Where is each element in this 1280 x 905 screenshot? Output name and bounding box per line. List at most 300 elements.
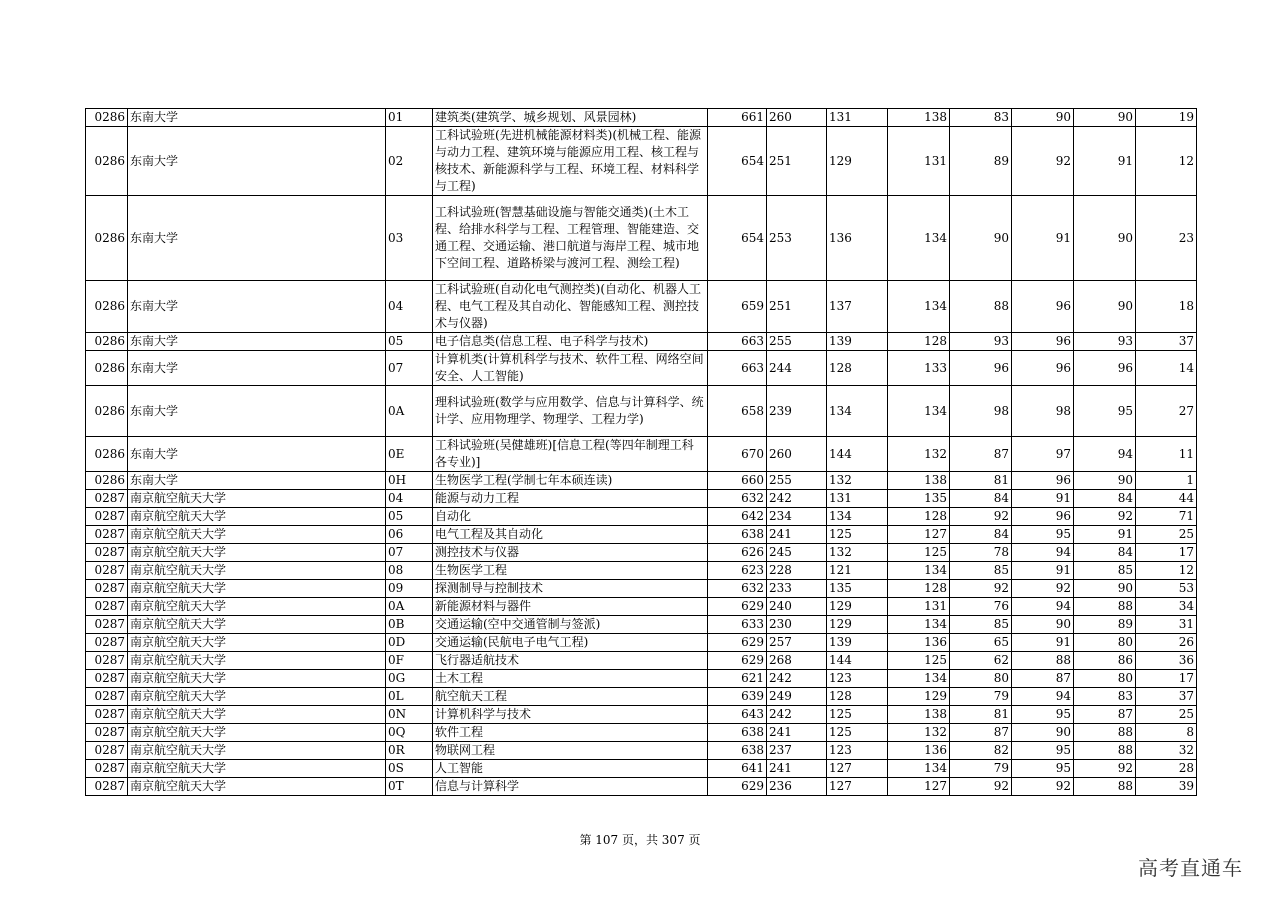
school-name-cell: 南京航空航天大学: [128, 562, 386, 580]
school-name-cell: 南京航空航天大学: [128, 670, 386, 688]
major-name-cell: 生物医学工程(学制七年本硕连读): [433, 472, 708, 490]
score-5-cell: 87: [1012, 670, 1074, 688]
score-6-cell: 89: [1074, 616, 1136, 634]
score-1-cell: 233: [767, 580, 827, 598]
score-3-cell: 128: [888, 508, 950, 526]
score-5-cell: 96: [1012, 281, 1074, 333]
school-code-cell: 0286: [86, 196, 128, 281]
total-score-cell: 638: [708, 526, 767, 544]
score-1-cell: 244: [767, 351, 827, 386]
school-code-cell: 0287: [86, 724, 128, 742]
table-row: [86, 778, 1197, 796]
major-name-cell: 自动化: [433, 508, 708, 526]
school-code-cell: 0286: [86, 127, 128, 196]
rank-cell: 18: [1136, 281, 1197, 333]
score-4-cell: 85: [950, 562, 1012, 580]
rank-cell: 23: [1136, 196, 1197, 281]
school-name-cell: 南京航空航天大学: [128, 544, 386, 562]
major-code-cell: 0B: [386, 616, 433, 634]
score-5-cell: 94: [1012, 688, 1074, 706]
score-6-cell: 83: [1074, 688, 1136, 706]
score-1-cell: 236: [767, 778, 827, 796]
school-code-cell: 0287: [86, 544, 128, 562]
score-2-cell: 136: [827, 196, 888, 281]
score-1-cell: 242: [767, 670, 827, 688]
total-score-cell: 661: [708, 109, 767, 127]
major-code-cell: 0L: [386, 688, 433, 706]
table-row: [86, 634, 1197, 652]
score-6-cell: 80: [1074, 670, 1136, 688]
table-row: [86, 437, 1197, 472]
score-2-cell: 137: [827, 281, 888, 333]
score-6-cell: 91: [1074, 127, 1136, 196]
table-row: [86, 562, 1197, 580]
major-name-cell: 交通运输(空中交通管制与签派): [433, 616, 708, 634]
major-name-cell: 工科试验班(自动化电气测控类)(自动化、机器人工程、电气工程及其自动化、智能感知工程、测控技术与仪器): [433, 281, 708, 333]
score-4-cell: 87: [950, 724, 1012, 742]
table-row: [86, 544, 1197, 562]
school-name-cell: 东南大学: [128, 281, 386, 333]
major-name-cell: 计算机科学与技术: [433, 706, 708, 724]
score-4-cell: 92: [950, 580, 1012, 598]
school-code-cell: 0287: [86, 688, 128, 706]
score-2-cell: 125: [827, 724, 888, 742]
total-score-cell: 663: [708, 351, 767, 386]
score-3-cell: 133: [888, 351, 950, 386]
school-name-cell: 南京航空航天大学: [128, 742, 386, 760]
major-name-cell: 工科试验班(智慧基础设施与智能交通类)(土木工程、给排水科学与工程、工程管理、智能建造、交通工程、交通运输、港口航道与海岸工程、城市地下空间工程、道路桥梁与渡河工程、测绘工程): [433, 196, 708, 281]
score-4-cell: 78: [950, 544, 1012, 562]
school-name-cell: 东南大学: [128, 333, 386, 351]
score-1-cell: 228: [767, 562, 827, 580]
school-name-cell: 南京航空航天大学: [128, 580, 386, 598]
score-4-cell: 90: [950, 196, 1012, 281]
total-score-cell: 623: [708, 562, 767, 580]
watermark-logo: 高考直通车: [1138, 856, 1243, 880]
score-5-cell: 94: [1012, 544, 1074, 562]
score-4-cell: 82: [950, 742, 1012, 760]
major-name-cell: 航空航天工程: [433, 688, 708, 706]
major-code-cell: 0R: [386, 742, 433, 760]
score-5-cell: 95: [1012, 742, 1074, 760]
school-name-cell: 南京航空航天大学: [128, 688, 386, 706]
total-score-cell: 629: [708, 778, 767, 796]
score-4-cell: 81: [950, 472, 1012, 490]
rank-cell: 14: [1136, 351, 1197, 386]
total-score-cell: 642: [708, 508, 767, 526]
table-row: [86, 508, 1197, 526]
score-4-cell: 76: [950, 598, 1012, 616]
total-score-cell: 638: [708, 742, 767, 760]
total-score-cell: 629: [708, 634, 767, 652]
score-5-cell: 88: [1012, 652, 1074, 670]
score-2-cell: 125: [827, 706, 888, 724]
score-4-cell: 93: [950, 333, 1012, 351]
major-name-cell: 测控技术与仪器: [433, 544, 708, 562]
score-5-cell: 98: [1012, 386, 1074, 437]
major-code-cell: 05: [386, 333, 433, 351]
score-3-cell: 127: [888, 526, 950, 544]
score-4-cell: 92: [950, 508, 1012, 526]
score-2-cell: 131: [827, 490, 888, 508]
major-name-cell: 软件工程: [433, 724, 708, 742]
score-1-cell: 240: [767, 598, 827, 616]
score-6-cell: 84: [1074, 490, 1136, 508]
table-row: [86, 670, 1197, 688]
rank-cell: 28: [1136, 760, 1197, 778]
school-name-cell: 南京航空航天大学: [128, 598, 386, 616]
school-code-cell: 0287: [86, 706, 128, 724]
score-6-cell: 90: [1074, 109, 1136, 127]
table-row: [86, 196, 1197, 281]
score-2-cell: 128: [827, 351, 888, 386]
major-code-cell: 04: [386, 490, 433, 508]
score-1-cell: 251: [767, 127, 827, 196]
total-score-cell: 641: [708, 760, 767, 778]
score-6-cell: 80: [1074, 634, 1136, 652]
school-code-cell: 0286: [86, 437, 128, 472]
score-6-cell: 90: [1074, 281, 1136, 333]
rank-cell: 17: [1136, 670, 1197, 688]
rank-cell: 17: [1136, 544, 1197, 562]
major-code-cell: 0T: [386, 778, 433, 796]
score-5-cell: 95: [1012, 706, 1074, 724]
rank-cell: 71: [1136, 508, 1197, 526]
rank-cell: 34: [1136, 598, 1197, 616]
score-6-cell: 85: [1074, 562, 1136, 580]
major-name-cell: 建筑类(建筑学、城乡规划、风景园林): [433, 109, 708, 127]
rank-cell: 8: [1136, 724, 1197, 742]
rank-cell: 37: [1136, 333, 1197, 351]
score-3-cell: 129: [888, 688, 950, 706]
score-2-cell: 134: [827, 386, 888, 437]
major-name-cell: 工科试验班(先进机械能源材料类)(机械工程、能源与动力工程、建筑环境与能源应用工程、核工程与核技术、新能源科学与工程、环境工程、材料科学与工程): [433, 127, 708, 196]
score-4-cell: 65: [950, 634, 1012, 652]
major-name-cell: 电气工程及其自动化: [433, 526, 708, 544]
school-code-cell: 0287: [86, 760, 128, 778]
table-row: [86, 281, 1197, 333]
score-5-cell: 90: [1012, 109, 1074, 127]
rank-cell: 31: [1136, 616, 1197, 634]
rank-cell: 12: [1136, 127, 1197, 196]
rank-cell: 25: [1136, 706, 1197, 724]
score-5-cell: 91: [1012, 562, 1074, 580]
score-6-cell: 87: [1074, 706, 1136, 724]
major-code-cell: 04: [386, 281, 433, 333]
major-name-cell: 计算机类(计算机科学与技术、软件工程、网络空间安全、人工智能): [433, 351, 708, 386]
score-6-cell: 92: [1074, 508, 1136, 526]
score-2-cell: 132: [827, 472, 888, 490]
score-5-cell: 95: [1012, 526, 1074, 544]
score-5-cell: 97: [1012, 437, 1074, 472]
score-6-cell: 86: [1074, 652, 1136, 670]
score-1-cell: 257: [767, 634, 827, 652]
score-5-cell: 96: [1012, 472, 1074, 490]
score-6-cell: 90: [1074, 580, 1136, 598]
score-4-cell: 92: [950, 778, 1012, 796]
table-row: [86, 109, 1197, 127]
total-score-cell: 629: [708, 598, 767, 616]
major-name-cell: 交通运输(民航电子电气工程): [433, 634, 708, 652]
school-code-cell: 0287: [86, 580, 128, 598]
score-2-cell: 134: [827, 508, 888, 526]
score-5-cell: 96: [1012, 333, 1074, 351]
total-score-cell: 632: [708, 580, 767, 598]
score-3-cell: 138: [888, 109, 950, 127]
score-4-cell: 79: [950, 760, 1012, 778]
school-code-cell: 0286: [86, 351, 128, 386]
school-name-cell: 南京航空航天大学: [128, 526, 386, 544]
score-5-cell: 91: [1012, 634, 1074, 652]
school-name-cell: 南京航空航天大学: [128, 490, 386, 508]
total-score-cell: 663: [708, 333, 767, 351]
major-name-cell: 物联网工程: [433, 742, 708, 760]
school-name-cell: 东南大学: [128, 127, 386, 196]
score-3-cell: 132: [888, 724, 950, 742]
rank-cell: 19: [1136, 109, 1197, 127]
major-name-cell: 飞行器适航技术: [433, 652, 708, 670]
major-code-cell: 0G: [386, 670, 433, 688]
score-2-cell: 129: [827, 127, 888, 196]
total-score-cell: 621: [708, 670, 767, 688]
score-5-cell: 92: [1012, 127, 1074, 196]
score-3-cell: 128: [888, 333, 950, 351]
score-3-cell: 127: [888, 778, 950, 796]
school-name-cell: 南京航空航天大学: [128, 724, 386, 742]
score-4-cell: 85: [950, 616, 1012, 634]
score-1-cell: 253: [767, 196, 827, 281]
major-code-cell: 0A: [386, 598, 433, 616]
score-3-cell: 131: [888, 127, 950, 196]
total-score-cell: 654: [708, 127, 767, 196]
score-5-cell: 96: [1012, 508, 1074, 526]
school-name-cell: 东南大学: [128, 437, 386, 472]
score-3-cell: 134: [888, 760, 950, 778]
score-2-cell: 125: [827, 526, 888, 544]
score-6-cell: 95: [1074, 386, 1136, 437]
score-6-cell: 88: [1074, 724, 1136, 742]
rank-cell: 32: [1136, 742, 1197, 760]
major-code-cell: 07: [386, 351, 433, 386]
major-name-cell: 理科试验班(数学与应用数学、信息与计算科学、统计学、应用物理学、物理学、工程力学): [433, 386, 708, 437]
score-5-cell: 94: [1012, 598, 1074, 616]
major-code-cell: 0E: [386, 437, 433, 472]
score-3-cell: 125: [888, 652, 950, 670]
score-1-cell: 242: [767, 490, 827, 508]
total-score-cell: 633: [708, 616, 767, 634]
score-6-cell: 84: [1074, 544, 1136, 562]
total-score-cell: 639: [708, 688, 767, 706]
school-code-cell: 0287: [86, 670, 128, 688]
score-3-cell: 134: [888, 670, 950, 688]
score-4-cell: 83: [950, 109, 1012, 127]
major-code-cell: 05: [386, 508, 433, 526]
score-1-cell: 234: [767, 508, 827, 526]
school-code-cell: 0287: [86, 490, 128, 508]
score-3-cell: 134: [888, 562, 950, 580]
score-4-cell: 87: [950, 437, 1012, 472]
score-3-cell: 125: [888, 544, 950, 562]
school-code-cell: 0286: [86, 281, 128, 333]
score-6-cell: 94: [1074, 437, 1136, 472]
table-row: [86, 724, 1197, 742]
school-code-cell: 0287: [86, 634, 128, 652]
score-6-cell: 93: [1074, 333, 1136, 351]
score-6-cell: 88: [1074, 778, 1136, 796]
school-code-cell: 0287: [86, 562, 128, 580]
score-2-cell: 131: [827, 109, 888, 127]
score-6-cell: 92: [1074, 760, 1136, 778]
score-4-cell: 62: [950, 652, 1012, 670]
score-4-cell: 98: [950, 386, 1012, 437]
score-2-cell: 129: [827, 616, 888, 634]
rank-cell: 11: [1136, 437, 1197, 472]
page-footer: 第 107 页，共 307 页: [579, 833, 701, 847]
score-1-cell: 230: [767, 616, 827, 634]
score-4-cell: 96: [950, 351, 1012, 386]
school-name-cell: 东南大学: [128, 109, 386, 127]
table-row: [86, 127, 1197, 196]
rank-cell: 1: [1136, 472, 1197, 490]
major-code-cell: 03: [386, 196, 433, 281]
score-6-cell: 90: [1074, 196, 1136, 281]
score-2-cell: 132: [827, 544, 888, 562]
major-code-cell: 0D: [386, 634, 433, 652]
score-4-cell: 80: [950, 670, 1012, 688]
rank-cell: 12: [1136, 562, 1197, 580]
score-5-cell: 91: [1012, 490, 1074, 508]
table-row: [86, 490, 1197, 508]
school-name-cell: 南京航空航天大学: [128, 706, 386, 724]
rank-cell: 53: [1136, 580, 1197, 598]
major-code-cell: 0N: [386, 706, 433, 724]
school-name-cell: 东南大学: [128, 196, 386, 281]
table-row: [86, 616, 1197, 634]
score-1-cell: 255: [767, 333, 827, 351]
score-4-cell: 89: [950, 127, 1012, 196]
total-score-cell: 658: [708, 386, 767, 437]
score-6-cell: 90: [1074, 472, 1136, 490]
total-score-cell: 660: [708, 472, 767, 490]
score-1-cell: 237: [767, 742, 827, 760]
school-code-cell: 0287: [86, 616, 128, 634]
table-row: [86, 580, 1197, 598]
table-row: [86, 742, 1197, 760]
major-code-cell: 0F: [386, 652, 433, 670]
score-5-cell: 92: [1012, 580, 1074, 598]
score-2-cell: 123: [827, 742, 888, 760]
table-row: [86, 706, 1197, 724]
score-1-cell: 241: [767, 526, 827, 544]
score-1-cell: 255: [767, 472, 827, 490]
total-score-cell: 626: [708, 544, 767, 562]
score-4-cell: 88: [950, 281, 1012, 333]
major-name-cell: 电子信息类(信息工程、电子科学与技术): [433, 333, 708, 351]
score-4-cell: 79: [950, 688, 1012, 706]
score-2-cell: 127: [827, 760, 888, 778]
school-name-cell: 东南大学: [128, 386, 386, 437]
rank-cell: 36: [1136, 652, 1197, 670]
score-1-cell: 239: [767, 386, 827, 437]
total-score-cell: 629: [708, 652, 767, 670]
score-5-cell: 90: [1012, 724, 1074, 742]
major-code-cell: 0Q: [386, 724, 433, 742]
table-row: [86, 760, 1197, 778]
score-3-cell: 134: [888, 281, 950, 333]
major-name-cell: 能源与动力工程: [433, 490, 708, 508]
major-name-cell: 工科试验班(吴健雄班)[信息工程(等四年制理工科各专业)]: [433, 437, 708, 472]
school-name-cell: 南京航空航天大学: [128, 634, 386, 652]
score-2-cell: 121: [827, 562, 888, 580]
score-6-cell: 88: [1074, 598, 1136, 616]
score-1-cell: 268: [767, 652, 827, 670]
score-2-cell: 127: [827, 778, 888, 796]
table-row: [86, 598, 1197, 616]
score-5-cell: 95: [1012, 760, 1074, 778]
score-3-cell: 134: [888, 196, 950, 281]
school-name-cell: 南京航空航天大学: [128, 616, 386, 634]
school-name-cell: 南京航空航天大学: [128, 652, 386, 670]
score-1-cell: 251: [767, 281, 827, 333]
score-4-cell: 81: [950, 706, 1012, 724]
score-1-cell: 241: [767, 724, 827, 742]
score-1-cell: 260: [767, 109, 827, 127]
rank-cell: 37: [1136, 688, 1197, 706]
score-2-cell: 139: [827, 333, 888, 351]
score-6-cell: 91: [1074, 526, 1136, 544]
rank-cell: 39: [1136, 778, 1197, 796]
score-5-cell: 96: [1012, 351, 1074, 386]
school-code-cell: 0287: [86, 508, 128, 526]
score-3-cell: 136: [888, 634, 950, 652]
major-code-cell: 0A: [386, 386, 433, 437]
school-name-cell: 东南大学: [128, 351, 386, 386]
major-name-cell: 人工智能: [433, 760, 708, 778]
school-code-cell: 0286: [86, 109, 128, 127]
score-1-cell: 245: [767, 544, 827, 562]
major-name-cell: 新能源材料与器件: [433, 598, 708, 616]
total-score-cell: 670: [708, 437, 767, 472]
score-3-cell: 128: [888, 580, 950, 598]
score-2-cell: 144: [827, 437, 888, 472]
total-score-cell: 632: [708, 490, 767, 508]
school-name-cell: 南京航空航天大学: [128, 508, 386, 526]
score-3-cell: 132: [888, 437, 950, 472]
major-code-cell: 0S: [386, 760, 433, 778]
score-4-cell: 84: [950, 526, 1012, 544]
score-1-cell: 260: [767, 437, 827, 472]
major-code-cell: 06: [386, 526, 433, 544]
school-name-cell: 东南大学: [128, 472, 386, 490]
score-5-cell: 91: [1012, 196, 1074, 281]
score-3-cell: 136: [888, 742, 950, 760]
score-3-cell: 134: [888, 616, 950, 634]
score-4-cell: 84: [950, 490, 1012, 508]
school-name-cell: 南京航空航天大学: [128, 778, 386, 796]
score-3-cell: 138: [888, 472, 950, 490]
table-row: [86, 472, 1197, 490]
score-2-cell: 144: [827, 652, 888, 670]
rank-cell: 27: [1136, 386, 1197, 437]
major-name-cell: 信息与计算科学: [433, 778, 708, 796]
table-row: [86, 526, 1197, 544]
score-2-cell: 123: [827, 670, 888, 688]
major-name-cell: 土木工程: [433, 670, 708, 688]
school-code-cell: 0287: [86, 598, 128, 616]
school-code-cell: 0287: [86, 778, 128, 796]
school-code-cell: 0286: [86, 472, 128, 490]
table-row: [86, 386, 1197, 437]
